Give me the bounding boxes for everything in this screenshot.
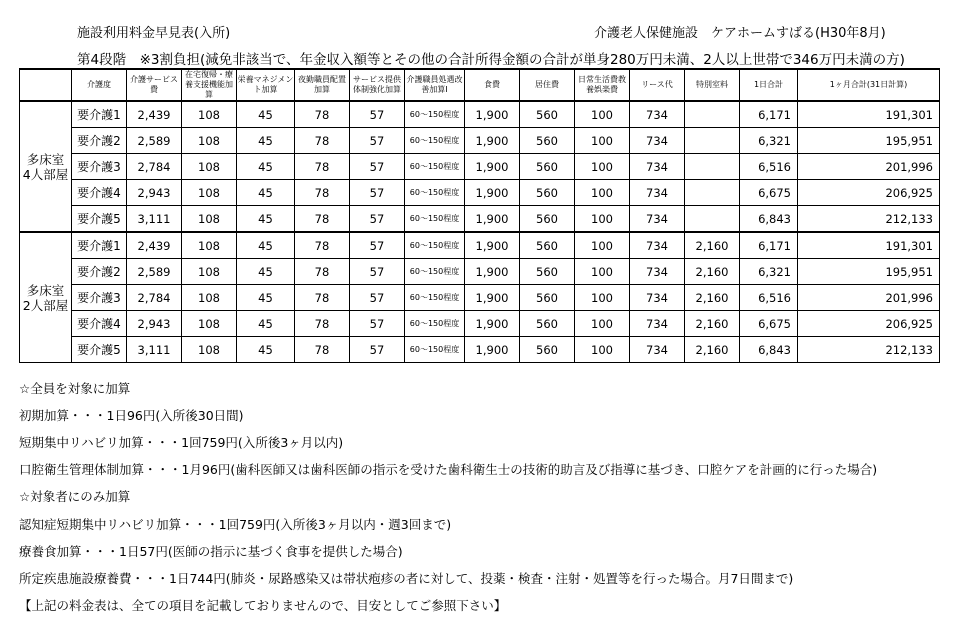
table-cell — [685, 128, 740, 154]
table-cell: 6,516 — [740, 154, 798, 180]
table-cell: 560 — [520, 128, 575, 154]
table-cell: 2,160 — [685, 285, 740, 311]
table-cell: 108 — [182, 232, 237, 259]
table-cell: 108 — [182, 154, 237, 180]
care-level-cell: 要介護4 — [72, 311, 127, 337]
room-type-label: 多床室 4人部屋 — [20, 101, 72, 232]
care-level-cell: 要介護4 — [72, 180, 127, 206]
table-cell: 45 — [237, 259, 295, 285]
table-cell: 6,171 — [740, 101, 798, 128]
table-cell: 560 — [520, 285, 575, 311]
table-cell: 45 — [237, 206, 295, 233]
table-cell: 45 — [237, 101, 295, 128]
table-cell: 57 — [350, 259, 405, 285]
note-line: 口腔衛生管理体制加算・・・1月96円(歯科医師又は歯科医師の指示を受けた歯科衛生士の技術的助言及び指導に基づき、口腔ケアを計画的に行った場合) — [19, 462, 878, 477]
table-cell — [685, 206, 740, 233]
table-cell: 108 — [182, 259, 237, 285]
table-cell: 57 — [350, 180, 405, 206]
table-cell: 100 — [575, 259, 630, 285]
table-cell: 45 — [237, 180, 295, 206]
table-header-row — [20, 69, 940, 101]
care-level-cell: 要介護3 — [72, 154, 127, 180]
table-cell: 734 — [630, 128, 685, 154]
table-cell: 78 — [295, 311, 350, 337]
column-header: サービス提供体制強化加算 — [350, 69, 405, 101]
table-cell: 60～150程度 — [405, 180, 465, 206]
table-cell: 45 — [237, 154, 295, 180]
table-cell: 2,943 — [127, 180, 182, 206]
table-cell: 1,900 — [465, 259, 520, 285]
table-cell: 78 — [295, 285, 350, 311]
table-cell: 100 — [575, 154, 630, 180]
table-row — [20, 154, 940, 180]
table-cell: 6,843 — [740, 206, 798, 233]
table-cell: 195,951 — [798, 128, 940, 154]
table-cell: 60～150程度 — [405, 101, 465, 128]
table-cell: 734 — [630, 311, 685, 337]
column-header: 介護職員処遇改善加算Ⅰ — [405, 69, 465, 101]
table-cell: 734 — [630, 206, 685, 233]
table-cell: 734 — [630, 180, 685, 206]
table-cell: 212,133 — [798, 337, 940, 363]
table-row — [20, 285, 940, 311]
table-cell: 1,900 — [465, 206, 520, 233]
table-cell — [685, 180, 740, 206]
table-cell: 60～150程度 — [405, 232, 465, 259]
table-cell: 2,943 — [127, 311, 182, 337]
care-level-cell: 要介護2 — [72, 128, 127, 154]
table-cell: 734 — [630, 101, 685, 128]
table-cell: 78 — [295, 232, 350, 259]
table-row — [20, 259, 940, 285]
table-cell: 1,900 — [465, 232, 520, 259]
column-header: 特別室料 — [685, 69, 740, 101]
table-cell: 108 — [182, 128, 237, 154]
table-cell: 2,160 — [685, 337, 740, 363]
care-level-cell: 要介護1 — [72, 101, 127, 128]
table-cell: 2,589 — [127, 128, 182, 154]
column-header: リース代 — [630, 69, 685, 101]
table-row — [20, 101, 940, 128]
table-cell: 560 — [520, 206, 575, 233]
column-header: 介護度 — [72, 69, 127, 101]
table-cell: 78 — [295, 337, 350, 363]
table-cell: 108 — [182, 311, 237, 337]
table-cell: 78 — [295, 128, 350, 154]
table-cell: 734 — [630, 154, 685, 180]
care-level-cell: 要介護5 — [72, 337, 127, 363]
table-cell: 60～150程度 — [405, 128, 465, 154]
table-cell: 560 — [520, 311, 575, 337]
table-cell — [685, 101, 740, 128]
care-level-cell: 要介護5 — [72, 206, 127, 233]
table-cell: 100 — [575, 101, 630, 128]
table-cell: 57 — [350, 128, 405, 154]
table-cell: 1,900 — [465, 180, 520, 206]
table-cell: 560 — [520, 337, 575, 363]
table-cell: 6,171 — [740, 232, 798, 259]
table-cell: 6,321 — [740, 259, 798, 285]
column-header — [20, 69, 72, 101]
table-cell: 108 — [182, 180, 237, 206]
column-header: 日常生活費教養娯楽費 — [575, 69, 630, 101]
note-line: 療養食加算・・・1日57円(医師の指示に基づく食事を提供した場合) — [19, 544, 403, 559]
note-line: 【上記の料金表は、全ての項目を記載しておりませんので、目安としてご参照下さい】 — [19, 598, 507, 613]
table-row — [20, 206, 940, 233]
table-cell: 734 — [630, 285, 685, 311]
care-level-cell: 要介護1 — [72, 232, 127, 259]
table-cell: 1,900 — [465, 101, 520, 128]
table-cell: 560 — [520, 154, 575, 180]
table-cell: 3,111 — [127, 206, 182, 233]
table-cell: 1,900 — [465, 128, 520, 154]
table-cell: 57 — [350, 101, 405, 128]
table-cell: 2,160 — [685, 259, 740, 285]
table-cell: 2,784 — [127, 285, 182, 311]
table-cell: 1,900 — [465, 154, 520, 180]
table-cell: 2,439 — [127, 232, 182, 259]
table-cell: 212,133 — [798, 206, 940, 233]
table-cell: 206,925 — [798, 311, 940, 337]
table-cell: 2,784 — [127, 154, 182, 180]
table-cell: 100 — [575, 206, 630, 233]
table-cell: 2,589 — [127, 259, 182, 285]
column-header: 介護サービス費 — [127, 69, 182, 101]
table-row — [20, 232, 940, 259]
table-cell: 191,301 — [798, 232, 940, 259]
table-cell: 6,675 — [740, 311, 798, 337]
page-subtitle: 第4段階 ※3割負担(減免非該当で、年金収入額等とその他の合計所得金額の合計が単身280万円未満、2人以上世帯で346万円未満の方) — [77, 52, 905, 68]
note-line: ☆対象者にのみ加算 — [19, 489, 131, 504]
table-cell: 100 — [575, 285, 630, 311]
table-cell: 195,951 — [798, 259, 940, 285]
room-type-label: 多床室 2人部屋 — [20, 232, 72, 363]
table-cell: 57 — [350, 337, 405, 363]
table-row — [20, 128, 940, 154]
table-cell: 108 — [182, 337, 237, 363]
table-cell: 560 — [520, 101, 575, 128]
table-cell: 57 — [350, 206, 405, 233]
table-cell: 78 — [295, 206, 350, 233]
table-cell: 6,843 — [740, 337, 798, 363]
table-cell: 57 — [350, 285, 405, 311]
table-cell — [685, 154, 740, 180]
table-cell: 108 — [182, 206, 237, 233]
column-header: 1ヶ月合計(31日計算) — [798, 69, 940, 101]
table-cell: 560 — [520, 259, 575, 285]
table-cell: 6,516 — [740, 285, 798, 311]
table-cell: 201,996 — [798, 154, 940, 180]
table-cell: 57 — [350, 311, 405, 337]
column-header: 在宅復帰・療養支援機能加算 — [182, 69, 237, 101]
column-header: 栄養マネジメント加算 — [237, 69, 295, 101]
table-cell: 60～150程度 — [405, 206, 465, 233]
table-cell: 2,160 — [685, 311, 740, 337]
table-cell: 78 — [295, 259, 350, 285]
note-line: 所定疾患施設療養費・・・1日744円(肺炎・尿路感染又は帯状疱疹の者に対して、投薬・検査・注射・処置等を行った場合。月7日間まで) — [19, 571, 794, 586]
table-cell: 560 — [520, 180, 575, 206]
facility-name: 介護老人保健施設 ケアホームすばる(H30年8月) — [594, 26, 886, 41]
table-cell: 57 — [350, 232, 405, 259]
table-cell: 6,675 — [740, 180, 798, 206]
table-cell: 60～150程度 — [405, 285, 465, 311]
table-cell: 78 — [295, 180, 350, 206]
table-row — [20, 311, 940, 337]
table-cell: 45 — [237, 337, 295, 363]
table-cell: 100 — [575, 128, 630, 154]
table-row — [20, 180, 940, 206]
table-cell: 45 — [237, 128, 295, 154]
table-cell: 3,111 — [127, 337, 182, 363]
table-cell: 100 — [575, 232, 630, 259]
table-cell: 45 — [237, 285, 295, 311]
column-header: 夜勤職員配置加算 — [295, 69, 350, 101]
table-cell: 734 — [630, 337, 685, 363]
note-line: 初期加算・・・1日96円(入所後30日間) — [19, 408, 244, 423]
table-cell: 2,439 — [127, 101, 182, 128]
note-line: 短期集中リハビリ加算・・・1回759円(入所後3ヶ月以内) — [19, 435, 344, 450]
table-cell: 45 — [237, 232, 295, 259]
table-cell: 60～150程度 — [405, 259, 465, 285]
column-header: 居住費 — [520, 69, 575, 101]
table-cell: 78 — [295, 154, 350, 180]
table-cell: 201,996 — [798, 285, 940, 311]
fee-table — [19, 68, 940, 363]
table-cell: 108 — [182, 101, 237, 128]
column-header: 食費 — [465, 69, 520, 101]
note-line: ☆全員を対象に加算 — [19, 381, 131, 396]
table-cell: 560 — [520, 232, 575, 259]
table-cell: 100 — [575, 337, 630, 363]
table-row — [20, 337, 940, 363]
page-title: 施設利用料金早見表(入所) — [77, 26, 231, 41]
table-cell: 734 — [630, 232, 685, 259]
care-level-cell: 要介護3 — [72, 285, 127, 311]
table-cell: 45 — [237, 311, 295, 337]
care-level-cell: 要介護2 — [72, 259, 127, 285]
table-cell: 100 — [575, 311, 630, 337]
note-line: 認知症短期集中リハビリ加算・・・1回759円(入所後3ヶ月以内・週3回まで) — [19, 517, 452, 532]
table-cell: 60～150程度 — [405, 311, 465, 337]
table-cell: 734 — [630, 259, 685, 285]
table-cell: 1,900 — [465, 311, 520, 337]
table-cell: 191,301 — [798, 101, 940, 128]
table-cell: 100 — [575, 180, 630, 206]
table-cell: 60～150程度 — [405, 337, 465, 363]
table-cell: 6,321 — [740, 128, 798, 154]
table-cell: 60～150程度 — [405, 154, 465, 180]
table-cell: 78 — [295, 101, 350, 128]
table-cell: 1,900 — [465, 285, 520, 311]
table-cell: 2,160 — [685, 232, 740, 259]
table-cell: 1,900 — [465, 337, 520, 363]
column-header: 1日合計 — [740, 69, 798, 101]
table-cell: 206,925 — [798, 180, 940, 206]
table-cell: 108 — [182, 285, 237, 311]
table-cell: 57 — [350, 154, 405, 180]
